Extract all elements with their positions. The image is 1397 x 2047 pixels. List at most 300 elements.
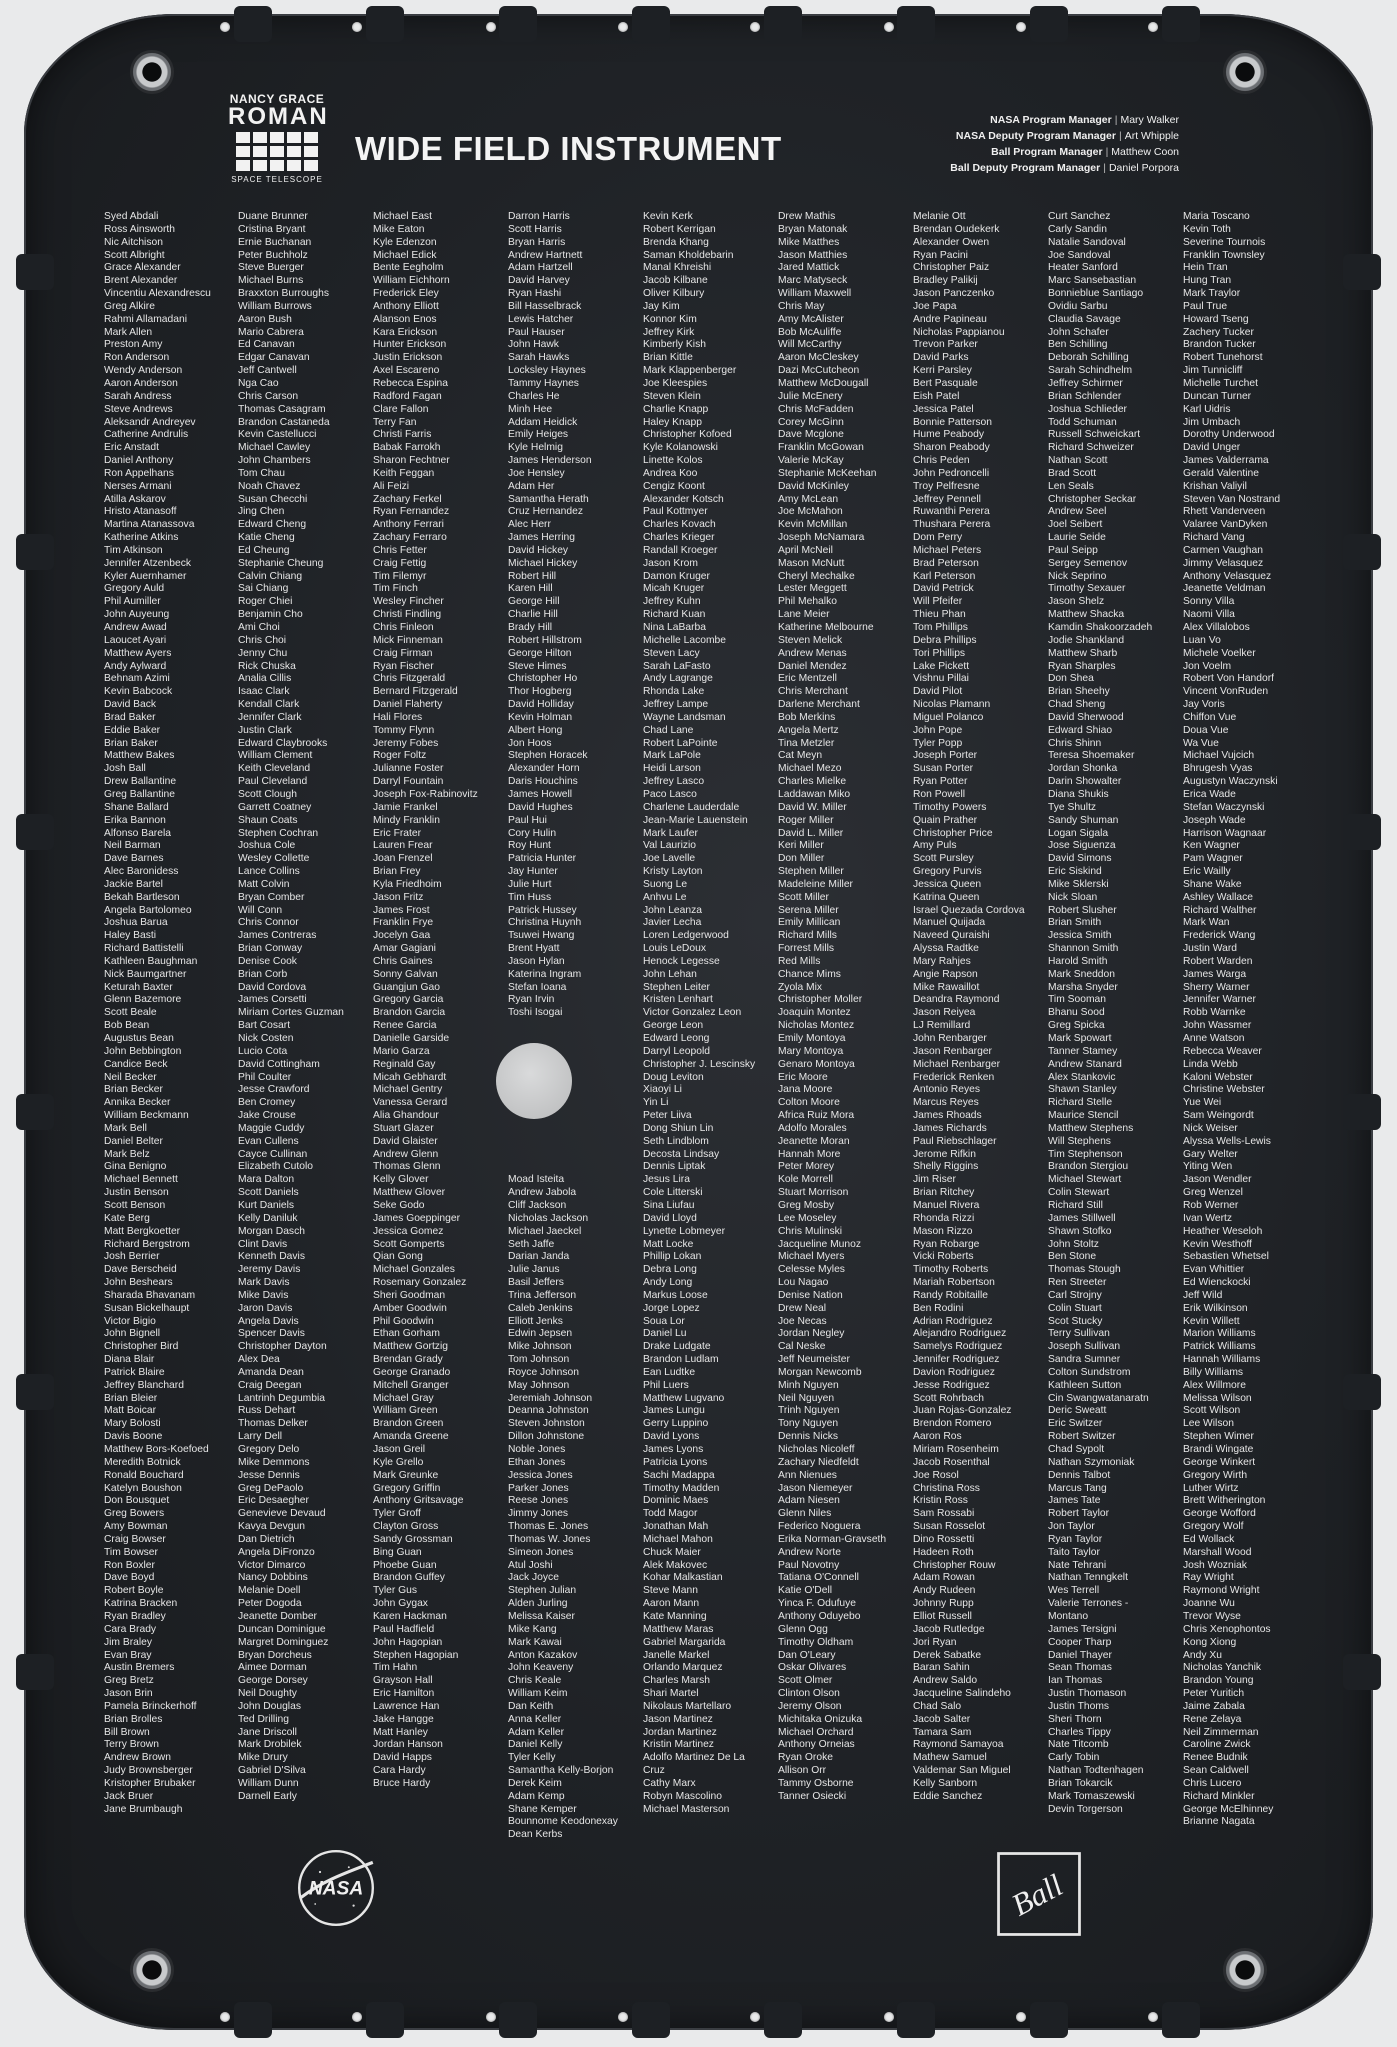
contributor-name: Kate Manning: [643, 1610, 707, 1622]
contributor-name: Amy McLean: [778, 493, 839, 505]
contributor-name: Ryan Robarge: [913, 1238, 980, 1250]
contributor-name: Cory Hulin: [508, 827, 557, 839]
contributor-name: Chris Merchant: [778, 686, 848, 698]
ball-logo: [993, 1848, 1085, 1940]
contributor-name: Alex Stankovic: [1048, 1071, 1116, 1083]
screw-hole: [618, 22, 628, 32]
contributor-name: Thomas E. Jones: [508, 1521, 589, 1533]
contributor-name: Jason Shelz: [1048, 596, 1105, 608]
contributor-name: Chris Connor: [238, 917, 299, 929]
contributor-name: Robert Warden: [1183, 955, 1253, 967]
contributor-name: Joe McMahon: [778, 506, 843, 518]
contributor-name: Evan Bray: [104, 1649, 152, 1661]
contributor-name: Mark Laufer: [643, 827, 698, 839]
contributor-name: Ben Cromey: [238, 1097, 296, 1109]
contributor-name: John Douglas: [238, 1700, 301, 1712]
contributor-name: Robert Von Handorf: [1183, 673, 1275, 685]
contributor-name: Genevieve Devaud: [238, 1508, 326, 1520]
contributor-name: Adam Rowan: [913, 1572, 975, 1584]
contributor-name: Sharada Bhavanam: [104, 1289, 196, 1301]
contributor-name: Bill Brown: [104, 1726, 150, 1738]
contributor-name: David Glaister: [373, 1135, 438, 1147]
contributor-name: James Contreras: [238, 930, 317, 942]
contributor-name: Chuck Maier: [643, 1546, 701, 1558]
contributor-name: Anton Kazakov: [508, 1649, 578, 1661]
contributor-name: Jesse Dennis: [238, 1469, 300, 1481]
contributor-name: Stefan Waczynski: [1183, 801, 1265, 813]
contributor-name: Charlie Knapp: [643, 403, 709, 415]
contributor-name: Kate Berg: [104, 1212, 150, 1224]
contributor-name: Will Stephens: [1048, 1135, 1111, 1147]
contributor-name: James Warga: [1183, 968, 1247, 980]
contributor-name: Stephanie Cheung: [238, 557, 324, 569]
corner-grommet: [1223, 50, 1267, 94]
contributor-name: Matt Colvin: [238, 878, 290, 890]
contributor-name: [508, 1136, 638, 1149]
contributor-name: Dan Dietrich: [238, 1533, 295, 1545]
contributor-name: Parker Jones: [508, 1482, 569, 1494]
contributor-name: Elliot Russell: [913, 1610, 972, 1622]
contributor-name: Katherine Atkins: [104, 532, 179, 544]
contributor-name: Daniel Belter: [104, 1135, 163, 1147]
contributor-name: Cole Litterski: [643, 1187, 703, 1199]
contributor-name: Jackie Bartel: [104, 878, 163, 890]
contributor-name: Joe Necas: [778, 1315, 827, 1327]
contributor-name: Nathan Szymoniak: [1048, 1456, 1135, 1468]
contributor-name: Debra Phillips: [913, 634, 977, 646]
contributor-name: Katie O'Dell: [778, 1585, 833, 1597]
contributor-name: Jessica Smith: [1048, 930, 1112, 942]
contributor-name: Sandy Shuman: [1048, 814, 1119, 826]
contributor-name: Neil Nguyen: [778, 1392, 835, 1404]
contributor-name: Greg Wenzel: [1183, 1187, 1243, 1199]
contributor-name: Evan Whittier: [1183, 1264, 1245, 1276]
names-column: [1183, 211, 1313, 1829]
contributor-name: Chris Xenophontos: [1183, 1623, 1271, 1635]
contributor-name: Daniel Lu: [643, 1328, 687, 1340]
contributor-name: Nicolas Plamann: [913, 699, 991, 711]
contributor-name: Bob Bean: [104, 1020, 150, 1032]
contributor-name: Caleb Jenkins: [508, 1302, 573, 1314]
contributor-name: Atul Joshi: [508, 1559, 553, 1571]
contributor-name: Scott Gomperts: [373, 1238, 445, 1250]
contributor-name: Jared Mattick: [778, 262, 840, 274]
contributor-name: Noble Jones: [508, 1444, 566, 1455]
contributor-name: Naomi Villa: [1183, 609, 1235, 621]
contributor-name: John Wassmer: [1183, 1020, 1252, 1032]
contributor-name: Natalie Sandoval: [1048, 236, 1126, 248]
contributor-name: Teresa Shoemaker: [1048, 750, 1135, 762]
contributor-name: Paul Hui: [508, 814, 547, 826]
contributor-name: Cooper Tharp: [1048, 1636, 1112, 1648]
contributor-name: Kole Morrell: [778, 1174, 833, 1186]
contributor-name: Mark Davis: [238, 1277, 290, 1289]
contributor-name: Michael Cawley: [238, 442, 311, 454]
contributor-name: Greg Alkire: [104, 300, 155, 312]
contributor-name: Augustyn Waczynski: [1183, 776, 1278, 788]
contributor-name: Stephanie McKeehan: [778, 467, 877, 479]
contributor-name: [508, 1020, 638, 1033]
contributor-name: Eric Anstadt: [104, 442, 159, 454]
contributor-name: Jeffrey Lasco: [643, 776, 705, 788]
contributor-name: Alia Ghandour: [373, 1110, 439, 1122]
contributor-name: Scott Clough: [238, 788, 297, 800]
contributor-name: Aaron Mann: [643, 1598, 700, 1610]
contributor-name: Cin Swangwatanaratn: [1048, 1392, 1149, 1404]
contributor-name: Timothy Powers: [913, 801, 987, 813]
contributor-name: Kevin Kerk: [643, 211, 693, 222]
contributor-name: Jimmy Jones: [508, 1508, 569, 1520]
contributor-name: Orlando Marquez: [643, 1662, 723, 1674]
contributor-name: Jason Martinez: [643, 1713, 713, 1725]
mounting-tab: [1343, 814, 1381, 850]
contributor-name: Tom Chau: [238, 467, 285, 479]
contributor-name: Ed Cheung: [238, 544, 290, 556]
contributor-name: Valerie McKay: [778, 455, 844, 467]
contributor-name: Phil Coulter: [238, 1071, 292, 1083]
contributor-name: Eric Mentzell: [778, 673, 837, 685]
contributor-name: Christina Ross: [913, 1482, 980, 1494]
contributor-name: Valdemar San Miguel: [913, 1765, 1011, 1777]
contributor-name: Jessica Queen: [913, 878, 982, 890]
contributor-name: James Herring: [508, 532, 575, 544]
contributor-name: Jane Brumbaugh: [104, 1803, 183, 1815]
contributor-name: Jana Moore: [778, 1084, 833, 1096]
contributor-name: Harrison Wagnaar: [1183, 827, 1267, 839]
contributor-name: Ali Feizi: [373, 480, 410, 492]
contributor-name: Richard Mills: [778, 930, 837, 942]
contributor-name: Franklin Frye: [373, 917, 434, 929]
contributor-name: Oliver Kilbury: [643, 288, 705, 300]
contributor-name: Darlene Merchant: [778, 699, 860, 711]
contributor-name: Heather Weseloh: [1183, 1225, 1263, 1237]
contributor-name: Brian Frey: [373, 866, 421, 878]
contributor-name: Brandon Green: [373, 1418, 444, 1430]
contributor-name: Andy Long: [643, 1277, 693, 1289]
contributor-name: Don Shea: [1048, 673, 1094, 685]
contributor-name: Michael Stewart: [1048, 1174, 1122, 1186]
contributor-name: Amy McAlister: [778, 313, 844, 325]
names-column: [1048, 211, 1178, 1816]
contributor-name: Mario Garza: [373, 1045, 430, 1057]
contributor-name: Jori Ryan: [913, 1636, 957, 1648]
contributor-name: Candice Beck: [104, 1058, 168, 1070]
contributor-name: Chris May: [778, 300, 825, 312]
logo-line-1: NANCY GRACE: [229, 92, 325, 106]
contributor-name: Manuel Quijada: [913, 917, 986, 929]
contributor-name: Manal Khreishi: [643, 262, 712, 274]
contributor-name: Michael Gentry: [373, 1084, 443, 1096]
contributor-name: Jason Hylan: [508, 955, 565, 967]
contributor-name: Curt Sanchez: [1048, 211, 1111, 222]
contributor-name: Jonathan Mah: [643, 1521, 709, 1533]
contributor-name: Ron Powell: [913, 788, 966, 800]
contributor-name: Julie Hurt: [508, 878, 552, 890]
contributor-name: Craig Fettig: [373, 557, 427, 569]
contributor-name: Andrew Brown: [104, 1752, 171, 1764]
contributor-name: Jordan Hanson: [373, 1739, 443, 1751]
contributor-name: Laoucet Ayari: [104, 634, 167, 646]
contributor-name: Seke Godo: [373, 1199, 425, 1211]
contributor-name: Bryan Harris: [508, 236, 566, 248]
contributor-name: Renee Garcia: [373, 1020, 437, 1032]
contributor-name: [508, 1059, 638, 1072]
nasa-logo: [296, 1848, 376, 1928]
contributor-name: David Petrick: [913, 583, 974, 595]
contributor-name: Tamara Sam: [913, 1726, 972, 1738]
contributor-name: Genaro Montoya: [778, 1058, 855, 1070]
contributor-name: Richard Vang: [1183, 532, 1245, 544]
contributor-name: Katelyn Boushon: [104, 1482, 182, 1494]
contributor-name: David Sherwood: [1048, 711, 1124, 723]
contributor-name: Catherine Andrulis: [104, 429, 189, 441]
contributor-name: Kyla Friedhoim: [373, 878, 442, 890]
contributor-name: Ken Wagner: [1183, 840, 1240, 852]
contributor-name: Ian Thomas: [1048, 1675, 1103, 1687]
contributor-name: Ron Boxler: [104, 1559, 155, 1571]
contributor-name: Ernie Buchanan: [238, 236, 312, 248]
mounting-tab: [897, 6, 935, 42]
contributor-name: Jason Wendler: [1183, 1174, 1252, 1186]
contributor-name: Roger Miller: [778, 814, 834, 826]
contributor-name: Susan Rosselot: [913, 1521, 986, 1533]
mounting-tab: [1343, 1654, 1381, 1690]
contributor-name: Suong Le: [643, 878, 688, 890]
contributor-name: Colton Sundstrom: [1048, 1366, 1131, 1378]
contributor-name: Toshi Isogai: [508, 1007, 563, 1019]
mounting-tab: [499, 2002, 537, 2038]
contributor-name: Nate Titcomb: [1048, 1739, 1109, 1751]
contributor-name: Phil Goodwin: [373, 1315, 434, 1327]
contributor-name: John Bebbington: [104, 1045, 182, 1057]
contributor-name: Rene Zelaya: [1183, 1713, 1242, 1725]
contributor-name: Quain Prather: [913, 814, 978, 826]
contributor-name: Sharon Peabody: [913, 442, 990, 454]
contributor-name: Devin Torgerson: [1048, 1803, 1123, 1815]
contributor-name: Antonio Reyes: [913, 1084, 980, 1096]
contributor-name: Braxxton Burroughs: [238, 288, 330, 300]
contributor-name: Susan Porter: [913, 763, 974, 775]
contributor-name: Bert Pasquale: [913, 377, 978, 389]
contributor-name: Ted Drilling: [238, 1713, 289, 1725]
contributor-name: Mark Spowart: [1048, 1033, 1112, 1044]
contributor-name: Kelly Daniluk: [238, 1212, 298, 1224]
contributor-name: Darron Harris: [508, 211, 570, 222]
contributor-name: Tim Atkinson: [104, 544, 163, 556]
contributor-name: Joseph Fox-Rabinovitz: [373, 788, 478, 800]
contributor-name: Chris Lucero: [1183, 1777, 1242, 1789]
contributor-name: David Simons: [1048, 853, 1112, 865]
contributor-name: Bente Eegholm: [373, 262, 444, 274]
contributor-name: Darian Janda: [508, 1251, 570, 1263]
contributor-name: Glenn Bazemore: [104, 994, 182, 1006]
contributor-name: Richard Stelle: [1048, 1097, 1113, 1109]
contributor-name: Joe Sandoval: [1048, 249, 1111, 261]
contributor-name: Howard Tseng: [1183, 313, 1249, 325]
contributor-name: Haley Knapp: [643, 416, 702, 428]
contributor-name: Andy Xu: [1183, 1649, 1222, 1661]
names-column: [778, 211, 908, 1804]
contributor-name: Karl Uidris: [1183, 403, 1231, 415]
contributor-name: Heidi Larson: [643, 763, 701, 775]
contributor-name: Jeff Wild: [1183, 1289, 1223, 1301]
contributor-name: Cruz Hernandez: [508, 506, 583, 518]
contributor-name: Jason Niemeyer: [778, 1482, 853, 1494]
contributor-name: Katie Cheng: [238, 532, 295, 544]
contributor-name: Charles Kovach: [643, 519, 716, 531]
contributor-name: Adam Her: [508, 480, 555, 492]
contributor-name: Meredith Botnick: [104, 1456, 181, 1468]
contributor-name: Michael Edick: [373, 249, 437, 261]
contributor-name: Thomas W. Jones: [508, 1533, 591, 1545]
contributor-name: Clayton Gross: [373, 1521, 439, 1533]
contributor-name: Jordan Negley: [778, 1328, 845, 1340]
contributor-name: Hume Peabody: [913, 429, 984, 441]
contributor-name: Scott Olmer: [778, 1675, 833, 1687]
contributor-name: Paul Seipp: [1048, 544, 1098, 556]
contributor-name: Locksley Haynes: [508, 365, 586, 377]
contributor-name: Nic Aitchison: [104, 236, 163, 248]
contributor-name: Hunter Erickson: [373, 339, 447, 351]
contributor-name: David Harvey: [508, 275, 570, 287]
contributor-name: Nathan Scott: [1048, 455, 1108, 467]
contributor-name: Gerald Valentine: [1183, 467, 1259, 479]
contributor-name: Patricia Hunter: [508, 853, 577, 865]
contributor-name: David Lloyd: [643, 1212, 697, 1224]
contributor-name: Mason Rizzo: [913, 1225, 973, 1237]
contributor-name: Moad Isteita: [508, 1174, 565, 1186]
contributor-name: Yinca F. Odufuye: [778, 1598, 857, 1610]
contributor-name: Tye Shultz: [1048, 801, 1097, 813]
contributor-name: Frederick Wang: [1183, 930, 1256, 942]
contributor-name: Decosta Lindsay: [643, 1148, 720, 1160]
manager-row: NASA Deputy Program Manager | Art Whipple: [955, 130, 1179, 142]
contributor-name: Charlene Lauderdale: [643, 801, 740, 813]
contributor-name: Danielle Garside: [373, 1033, 450, 1044]
contributor-name: Cengiz Koont: [643, 480, 705, 492]
contributor-name: Kyler Auernhamer: [104, 570, 187, 582]
contributor-name: Kurt Daniels: [238, 1199, 295, 1211]
contributor-name: Stephen Hagopian: [373, 1649, 459, 1661]
contributor-name: [508, 1123, 638, 1136]
contributor-name: Richard Minkler: [1183, 1790, 1255, 1802]
contributor-name: Brian Brolles: [104, 1713, 163, 1725]
contributor-name: Brandon Garcia: [373, 1007, 446, 1019]
contributor-name: Zachary Niedfeldt: [778, 1456, 859, 1468]
contributor-name: Miguel Polanco: [913, 711, 984, 723]
contributor-name: Valerie Terrones -: [1048, 1598, 1129, 1610]
contributor-name: Julianne Foster: [373, 763, 444, 775]
contributor-name: Kevin Holman: [508, 711, 573, 723]
contributor-name: Deborah Schilling: [1048, 352, 1129, 364]
contributor-name: Dazi McCutcheon: [778, 365, 860, 377]
contributor-name: Shane Wake: [1183, 878, 1242, 890]
contributor-name: Neil Becker: [104, 1071, 157, 1083]
contributor-name: Victor Dimarco: [238, 1559, 306, 1571]
contributor-name: Dave Mcglone: [778, 429, 844, 441]
contributor-name: Deandra Raymond: [913, 994, 1000, 1006]
contributor-name: Kohar Malkastian: [643, 1572, 723, 1584]
contributor-name: Chris Peden: [913, 455, 970, 467]
contributor-name: Michitaka Onizuka: [778, 1713, 863, 1725]
contributor-name: Sharon Fechtner: [373, 455, 450, 467]
contributor-name: Harold Smith: [1048, 955, 1108, 967]
contributor-name: Jeffrey Blanchard: [104, 1379, 184, 1391]
contributor-name: Shane Kemper: [508, 1803, 577, 1815]
mounting-tab: [499, 6, 537, 42]
contributor-name: Joe Rosol: [913, 1469, 959, 1481]
contributor-name: Ami Choi: [238, 622, 280, 633]
contributor-name: Ethan Gorham: [373, 1328, 440, 1340]
contributor-name: Will Conn: [238, 904, 283, 916]
contributor-name: Wes Terrell: [1048, 1585, 1100, 1597]
contributor-name: Vicki Roberts: [913, 1251, 974, 1263]
contributor-name: Anthony Ferrari: [373, 519, 444, 531]
contributor-name: Taito Taylor: [1048, 1546, 1100, 1558]
contributor-name: Lawrence Han: [373, 1700, 440, 1712]
contributor-name: Rick Chuska: [238, 660, 296, 672]
contributor-name: Steven Melick: [778, 634, 843, 646]
contributor-name: Michael Burns: [238, 275, 304, 287]
contributor-name: Edwin Jepsen: [508, 1328, 573, 1340]
contributor-name: Kristin Ross: [913, 1495, 968, 1507]
contributor-name: Mark Traylor: [1183, 288, 1241, 300]
contributor-name: Todd Schuman: [1048, 416, 1117, 428]
contributor-name: Spencer Davis: [238, 1328, 305, 1340]
contributor-name: Mason McNutt: [778, 557, 845, 569]
contributor-name: Richard Kuan: [643, 609, 706, 621]
contributor-name: Marcus Tang: [1048, 1482, 1107, 1494]
contributor-name: Eric Wailly: [1183, 866, 1231, 878]
contributor-name: Adam Keller: [508, 1726, 565, 1738]
contributor-name: Jennifer Atzenbeck: [104, 557, 192, 569]
contributor-name: Sebastien Whetsel: [1183, 1251, 1269, 1263]
contributor-name: Nicholas Yanchik: [1183, 1662, 1262, 1674]
contributor-name: Kara Erickson: [373, 326, 438, 338]
contributor-name: Peter Liiva: [643, 1110, 692, 1122]
contributor-name: Sherry Warner: [1183, 981, 1250, 993]
contributor-name: Jason Fritz: [373, 891, 424, 903]
contributor-name: Martina Atanassova: [104, 519, 195, 531]
contributor-name: Janelle Markel: [643, 1649, 710, 1661]
contributor-name: Jason Reiyea: [913, 1007, 976, 1019]
contributor-name: Deric Sweatt: [1048, 1405, 1107, 1417]
contributor-name: Cathy Marx: [643, 1777, 696, 1789]
contributor-name: Emily Heiges: [508, 429, 569, 441]
contributor-name: Davis Boone: [104, 1431, 163, 1443]
contributor-name: LJ Remillard: [913, 1020, 971, 1032]
contributor-name: Eish Patel: [913, 390, 960, 402]
contributor-name: Melissa Wilson: [1183, 1392, 1252, 1404]
contributor-name: Tim Sooman: [1048, 994, 1106, 1006]
contributor-name: Hristo Atanasoff: [104, 506, 177, 518]
contributor-name: Mark Bell: [104, 1122, 147, 1134]
contributor-name: Garrett Coatney: [238, 801, 312, 813]
contributor-name: Andrew Glenn: [373, 1148, 439, 1160]
contributor-name: Vincent VonRuden: [1183, 686, 1269, 698]
contributor-name: Josh Wozniak: [1183, 1559, 1247, 1571]
contributor-name: Brandon Guffey: [373, 1572, 445, 1584]
contributor-name: Anthony Orneias: [778, 1739, 855, 1751]
contributor-name: Rahmi Allamadani: [104, 313, 187, 325]
contributor-name: Marion Williams: [1183, 1328, 1256, 1340]
contributor-name: Terry Brown: [104, 1739, 159, 1751]
contributor-name: Tanner Osiecki: [778, 1790, 847, 1802]
contributor-name: Nancy Dobbins: [238, 1572, 308, 1584]
contributor-name: Patrick Blaire: [104, 1366, 165, 1378]
contributor-name: Chris Finleon: [373, 622, 434, 633]
contributor-name: Katrina Queen: [913, 891, 980, 903]
